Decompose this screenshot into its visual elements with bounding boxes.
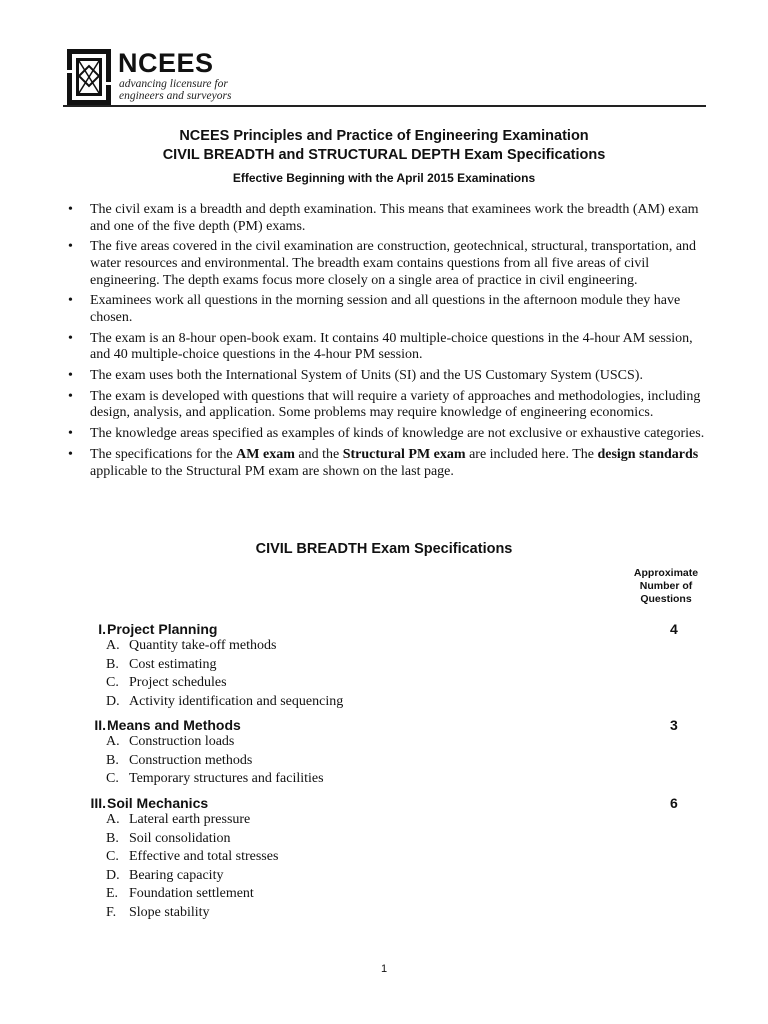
topic-text: Cost estimating bbox=[129, 656, 217, 672]
list-item bbox=[64, 811, 684, 830]
list-item bbox=[68, 331, 708, 364]
list-item bbox=[64, 656, 684, 675]
specifications-title: CIVIL BREADTH Exam Specifications bbox=[255, 541, 513, 557]
spec-section-project-planning bbox=[64, 621, 684, 713]
bullet-text: The exam is developed with questions that will require a variety of approaches and methodologies, including design, analysis, and application. Some problems may require knowledge of engineering economics. bbox=[90, 388, 701, 421]
ncees-emblem-icon bbox=[66, 48, 112, 106]
list-item bbox=[68, 368, 708, 385]
list-item bbox=[64, 885, 684, 904]
topic-text: Quantity take-off methods bbox=[129, 638, 277, 653]
logo-tagline-line2: engineers and surveyors bbox=[119, 90, 232, 102]
bullet-icon: • bbox=[68, 330, 73, 346]
section-topics bbox=[64, 637, 684, 711]
topic-letter: B. bbox=[106, 656, 119, 672]
bullet-text: Examinees work all questions in the morning session and all questions in the afternoon module they have chosen. bbox=[90, 293, 681, 325]
section-topics bbox=[64, 811, 684, 923]
bold-text-am-exam: AM exam bbox=[236, 447, 295, 463]
topic-text: Bearing capacity bbox=[129, 867, 224, 883]
section-topics bbox=[64, 733, 684, 789]
text-run: are included here. The bbox=[465, 447, 598, 463]
topic-text: Lateral earth pressure bbox=[129, 812, 251, 827]
bullet-icon: • bbox=[68, 388, 73, 404]
section-question-count: 3 bbox=[670, 717, 678, 733]
topic-text: Construction methods bbox=[129, 752, 253, 768]
bullet-icon: • bbox=[68, 293, 73, 309]
bullet-text: The knowledge areas specified as examples of kinds of knowledge are not exclusive or exhaustive categories. bbox=[90, 426, 705, 442]
topic-text: Construction loads bbox=[129, 734, 235, 749]
spec-section-soil-mechanics bbox=[64, 795, 684, 925]
topic-text: Effective and total stresses bbox=[129, 849, 279, 865]
section-number: I. bbox=[98, 621, 106, 637]
list-item bbox=[64, 693, 684, 712]
document-title-line2: CIVIL BREADTH and STRUCTURAL DEPTH Exam Specifications bbox=[162, 147, 606, 163]
bullet-text bbox=[90, 447, 698, 479]
list-item bbox=[64, 848, 684, 867]
topic-letter: A. bbox=[106, 638, 120, 653]
topic-text: Soil consolidation bbox=[129, 830, 231, 846]
document-title-line1: NCEES Principles and Practice of Engineering Examination bbox=[179, 128, 589, 144]
list-item bbox=[64, 674, 684, 693]
exam-overview-list bbox=[68, 202, 708, 484]
column-header-line2: Number of bbox=[639, 580, 693, 592]
list-item bbox=[68, 447, 708, 480]
section-question-count: 4 bbox=[670, 621, 678, 637]
list-item bbox=[64, 752, 684, 771]
topic-text: Activity identification and sequencing bbox=[129, 693, 344, 709]
bold-text-design-standards: design standards bbox=[597, 447, 699, 463]
effective-date-subtitle: Effective Beginning with the April 2015 Examinations bbox=[232, 171, 536, 185]
bold-text-structural-pm-exam: Structural PM exam bbox=[342, 447, 466, 463]
bullet-icon: • bbox=[68, 239, 73, 255]
bullet-text: The exam is an 8-hour open-book exam. It contains 40 multiple-choice questions in the 4-hour AM session, and 40 multiple-choice questions in the 4-hour PM session. bbox=[90, 330, 693, 363]
list-item bbox=[64, 830, 684, 849]
topic-text: Slope stability bbox=[129, 904, 210, 920]
topic-letter: B. bbox=[106, 752, 119, 768]
topic-letter: B. bbox=[106, 830, 119, 846]
logo-tagline bbox=[119, 78, 249, 102]
topic-letter: F. bbox=[106, 904, 117, 920]
list-item bbox=[64, 733, 684, 752]
bullet-icon: • bbox=[68, 447, 73, 463]
topic-letter: C. bbox=[106, 675, 119, 691]
topic-text: Project schedules bbox=[129, 675, 227, 691]
column-header-line3: Questions bbox=[640, 593, 692, 605]
text-run: The specifications for the bbox=[90, 447, 237, 463]
bullet-icon: • bbox=[68, 426, 73, 442]
list-item bbox=[68, 239, 708, 289]
section-name: Project Planning bbox=[107, 621, 218, 637]
section-question-count: 6 bbox=[670, 795, 678, 811]
bullet-text: The five areas covered in the civil examination are construction, geotechnical, structural, transportation, and water resources and environmental. The breadth exam contains questions from all five areas of civil engineering. The depth exams focus more closely on a single area of practice in civil engineering. bbox=[90, 239, 697, 288]
spec-section-means-and-methods bbox=[64, 717, 684, 791]
topic-letter: C. bbox=[106, 771, 119, 787]
topic-text: Foundation settlement bbox=[129, 886, 254, 902]
topic-letter: D. bbox=[106, 693, 120, 709]
list-item bbox=[68, 426, 708, 443]
logo-tagline-line1: advancing licensure for bbox=[119, 78, 228, 90]
text-run: applicable to the Structural PM exam are shown on the last page. bbox=[90, 463, 454, 479]
topic-letter: E. bbox=[106, 886, 119, 902]
bullet-icon: • bbox=[68, 368, 73, 384]
section-number: II. bbox=[94, 717, 106, 733]
list-item bbox=[68, 389, 708, 422]
topic-letter: A. bbox=[106, 734, 120, 749]
page-number: 1 bbox=[380, 963, 388, 975]
text-run: and the bbox=[294, 447, 343, 463]
list-item bbox=[64, 637, 684, 656]
topic-letter: D. bbox=[106, 867, 120, 883]
list-item bbox=[64, 770, 684, 789]
topic-text: Temporary structures and facilities bbox=[129, 771, 324, 787]
list-item bbox=[64, 904, 684, 923]
bullet-icon: • bbox=[68, 202, 73, 217]
topic-letter: C. bbox=[106, 849, 119, 865]
list-item bbox=[64, 867, 684, 886]
bullet-text: The exam uses both the International System of Units (SI) and the US Customary System (USCS). bbox=[90, 368, 643, 384]
list-item bbox=[68, 293, 708, 326]
ncees-logo bbox=[66, 48, 236, 110]
topic-letter: A. bbox=[106, 812, 120, 827]
section-name: Soil Mechanics bbox=[107, 795, 209, 811]
section-name: Means and Methods bbox=[107, 717, 241, 733]
logo-name: NCEES bbox=[118, 48, 214, 78]
header-divider bbox=[63, 105, 706, 107]
list-item bbox=[68, 202, 708, 235]
column-header-line1: Approximate bbox=[633, 567, 699, 579]
bullet-text: The civil exam is a breadth and depth examination. This means that examinees work the breadth (AM) exam and one of the five depth (PM) exams. bbox=[90, 202, 699, 234]
question-count-column-header bbox=[624, 567, 708, 606]
section-number: III. bbox=[90, 795, 106, 811]
